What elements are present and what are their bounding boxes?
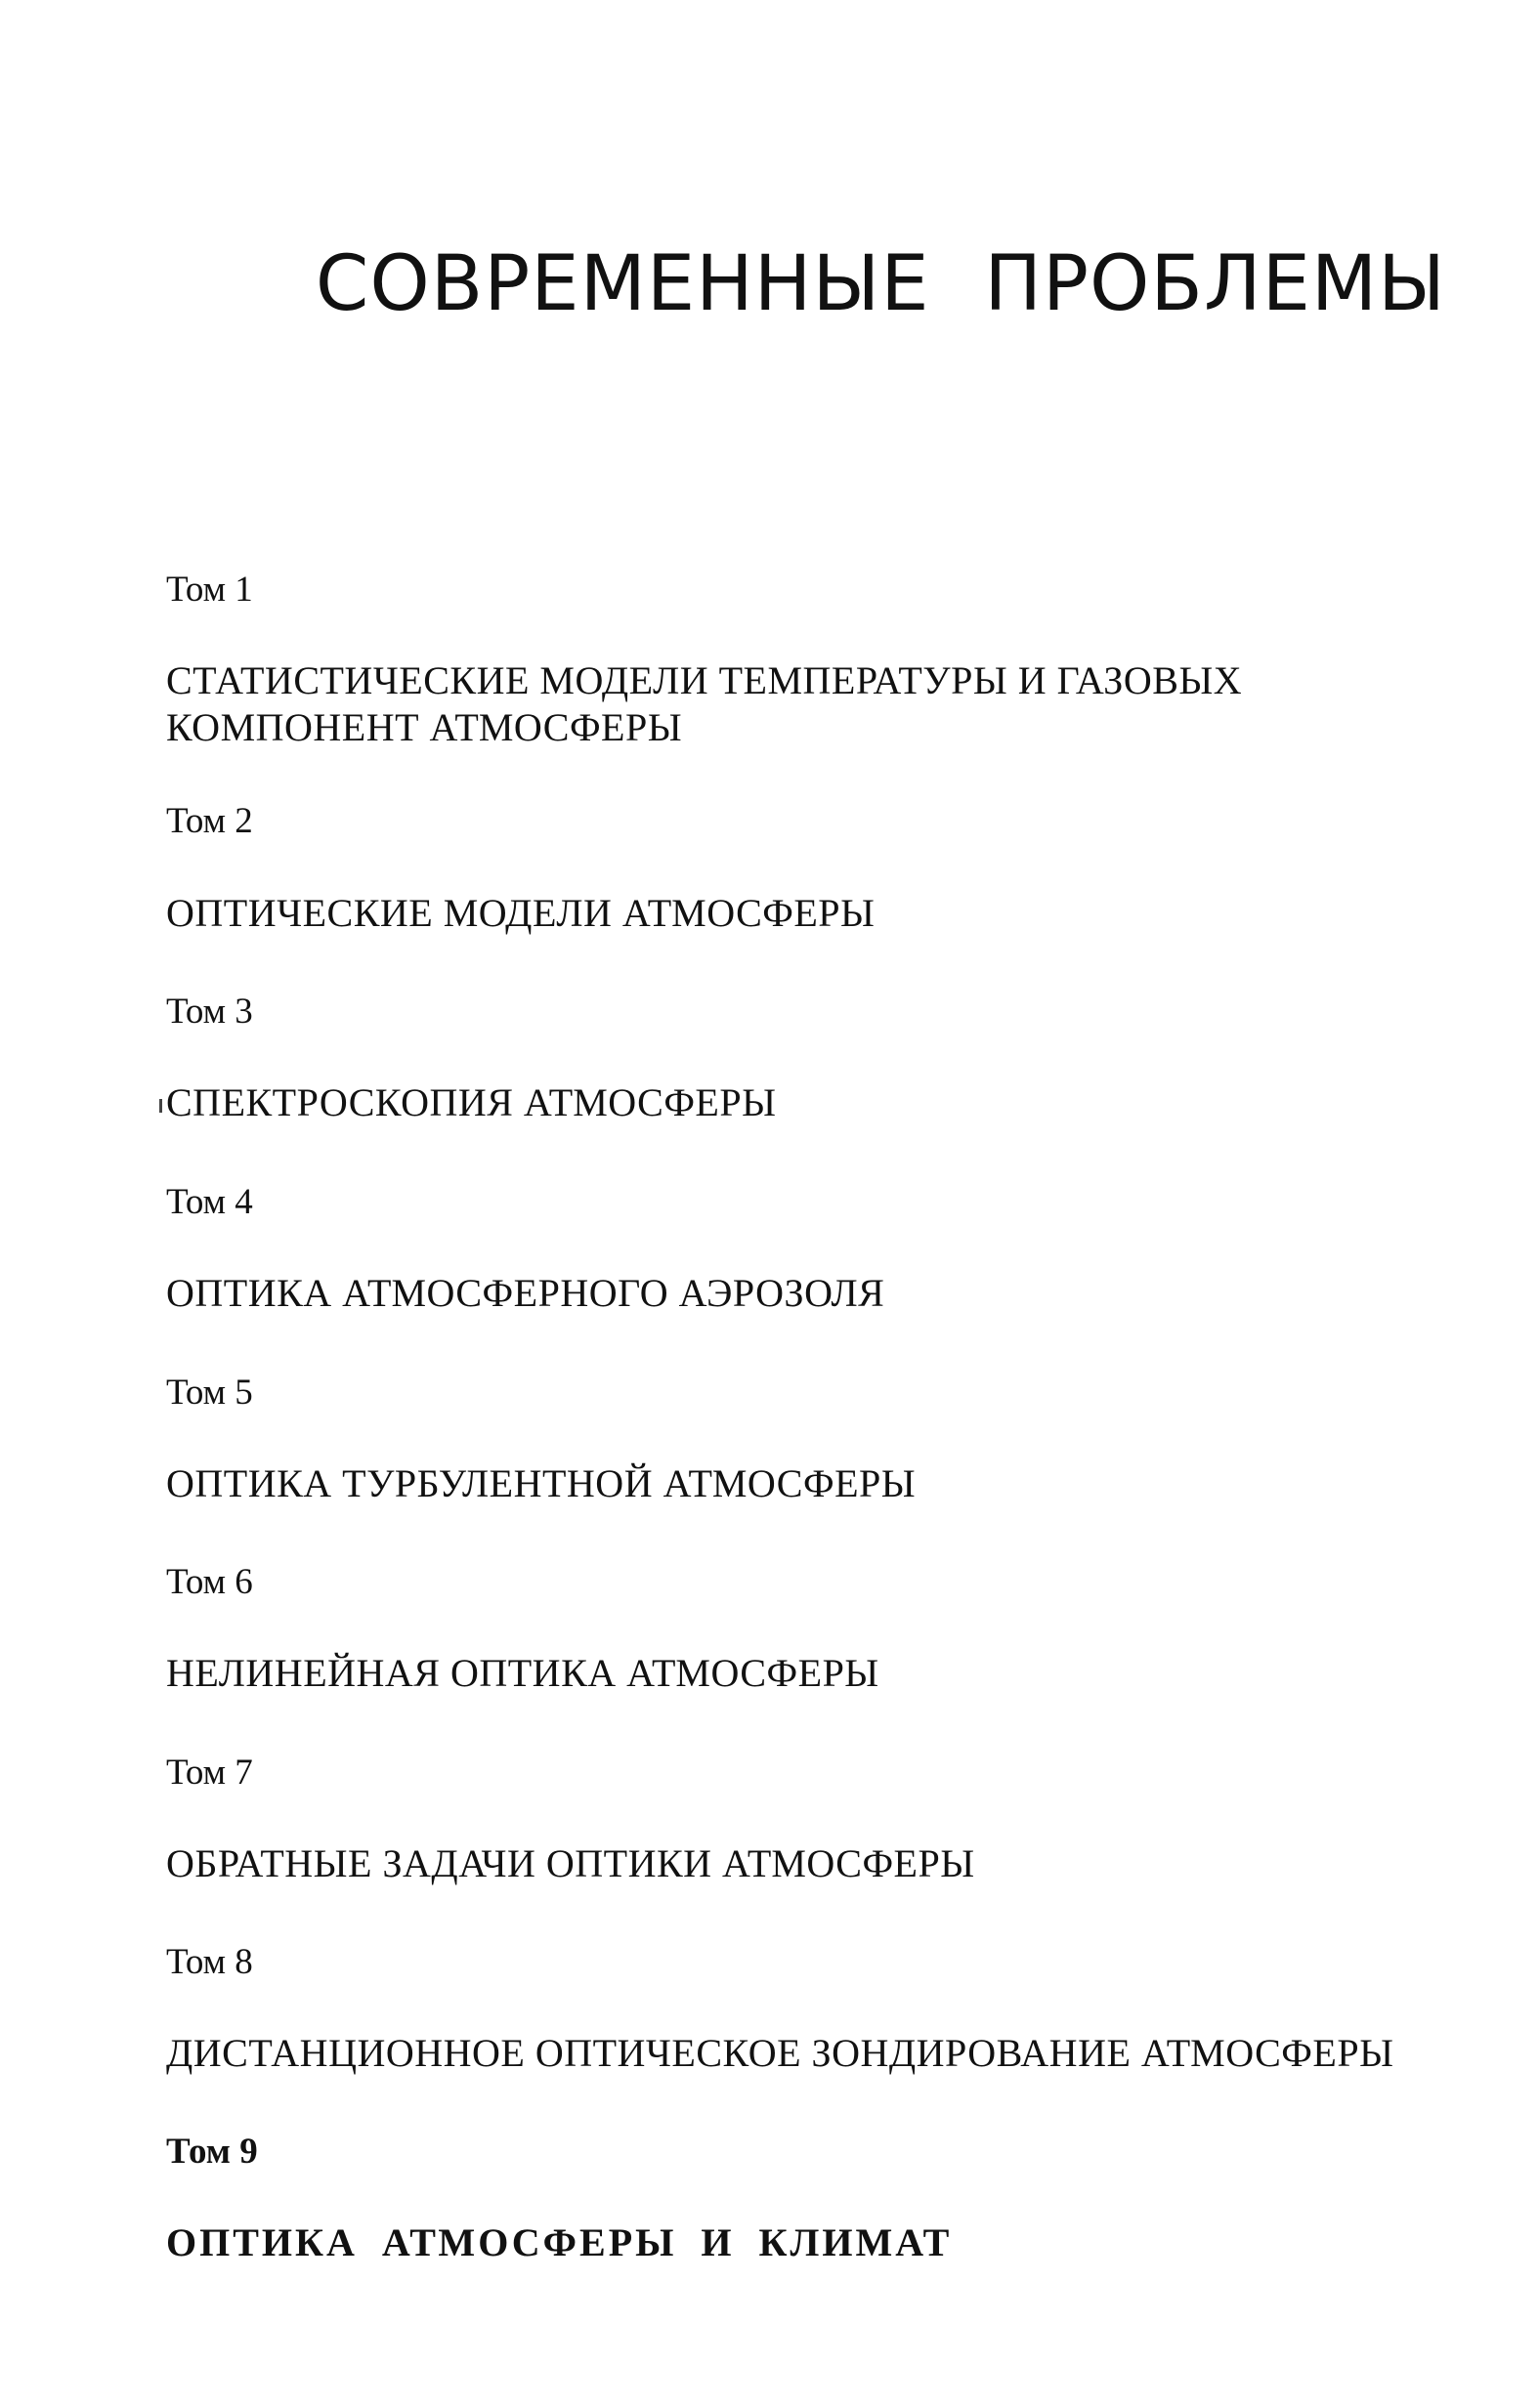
volume-8-title: ДИСТАНЦИОННОЕ ОПТИЧЕСКОЕ ЗОНДИРОВАНИЕ АТМОСФЕРЫ <box>166 2031 1394 2075</box>
series-title: СОВРЕМЕННЫЕ ПРОБЛЕМЫ <box>315 240 1446 328</box>
stray-mark <box>159 1099 162 1113</box>
volume-4-title: ОПТИКА АТМОСФЕРНОГО АЭРОЗОЛЯ <box>166 1271 885 1315</box>
volume-9-label: Том 9 <box>166 2132 258 2172</box>
volume-4-label: Том 4 <box>166 1182 253 1222</box>
volume-3-label: Том 3 <box>166 992 253 1032</box>
volume-6-label: Том 6 <box>166 1562 253 1602</box>
volume-9-title: ОПТИКА АТМОСФЕРЫ И КЛИМАТ <box>166 2220 953 2264</box>
volume-5-title: ОПТИКА ТУРБУЛЕНТНОЙ АТМОСФЕРЫ <box>166 1461 917 1505</box>
volume-1-title-line-1: СТАТИСТИЧЕСКИЕ МОДЕЛИ ТЕМПЕРАТУРЫ И ГАЗОВЫХ <box>166 658 1243 702</box>
volume-6-title: НЕЛИНЕЙНАЯ ОПТИКА АТМОСФЕРЫ <box>166 1651 879 1695</box>
volume-5-label: Том 5 <box>166 1373 253 1413</box>
volume-8-label: Том 8 <box>166 1942 253 1982</box>
volume-3-title: СПЕКТРОСКОПИЯ АТМОСФЕРЫ <box>166 1080 777 1124</box>
volume-7-label: Том 7 <box>166 1753 253 1793</box>
volume-1-label: Том 1 <box>166 570 253 610</box>
volume-1-title-line-2: КОМПОНЕНТ АТМОСФЕРЫ <box>166 705 683 749</box>
volume-7-title: ОБРАТНЫЕ ЗАДАЧИ ОПТИКИ АТМОСФЕРЫ <box>166 1841 975 1885</box>
volume-2-title: ОПТИЧЕСКИЕ МОДЕЛИ АТМОСФЕРЫ <box>166 891 876 935</box>
volume-2-label: Том 2 <box>166 801 253 841</box>
